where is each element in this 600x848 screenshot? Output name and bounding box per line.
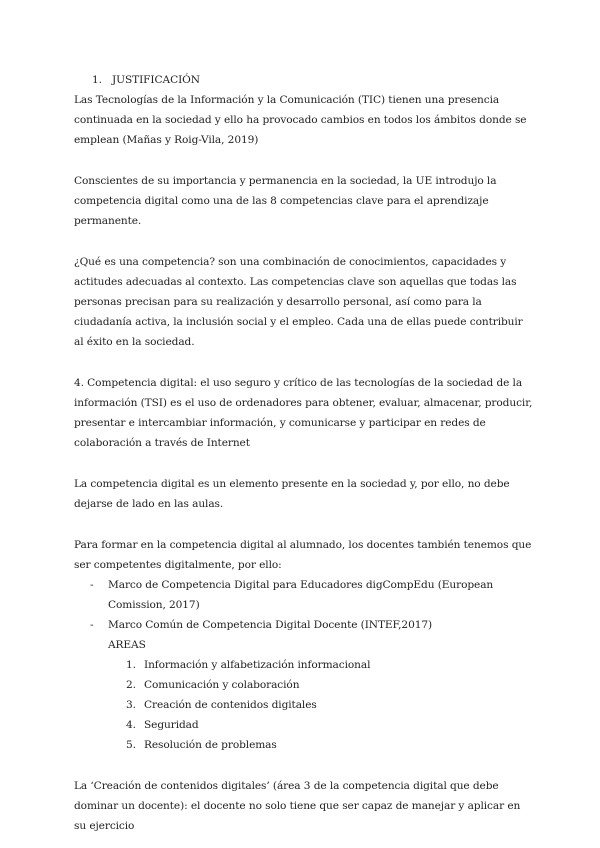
paragraph-creacion: La ‘Creación de contenidos digitales’ (área 3 de la competencia digital que debe dominar un docente): el docente no solo tiene que ser capaz de manejar y aplicar en su ejercicio [74,780,521,832]
heading-number: 1. [92,74,102,86]
framework-digcompedu: Marco de Competencia Digital para Educadores digCompEdu (European Comission, 2017) [108,579,494,611]
area-label: Creación de contenidos digitales [144,699,317,711]
paragraph-formar: Para formar en la competencia digital al alumnado, los docentes también tenemos que ser competentes digitalmente, por ello: [74,539,532,571]
heading-title: JUSTIFICACIÓN [112,74,200,86]
list-item [126,735,534,755]
paragraph-competencia-digital: 4. Competencia digital: el uso seguro y crítico de las tecnologías de la sociedad de la información (TSI) es el uso de ordenadores para obtener, evaluar, almacenar, producir, presentar e intercambiar información, y comunicarse y participar en redes de colaboración a través de Internet [74,377,533,449]
paragraph-ue: Conscientes de su importancia y permanencia en la sociedad, la UE introdujo la competencia digital como una de las 8 competencias clave para el aprendizaje permanente. [74,175,497,227]
list-number: 4. [126,719,136,731]
list-dash: - [90,619,94,631]
document-body [74,70,534,836]
list-item [126,715,534,735]
paragraph-tic: Las Tecnologías de la Información y la Comunicación (TIC) tienen una presencia continuada en la sociedad y ello ha provocado cambios en todos los ámbitos donde se emplean (Mañas y Roig-Vila, 2019) [74,94,527,146]
area-label: Información y alfabetización informacional [144,659,371,671]
list-number: 2. [126,679,136,691]
list-item [126,695,534,715]
paragraph-aulas: La competencia digital es un elemento presente en la sociedad y, por ello, no debe dejarse de lado en las aulas. [74,478,510,510]
area-label: Resolución de problemas [144,739,277,751]
list-dash: - [90,579,94,591]
area-label: Comunicación y colaboración [144,679,300,691]
list-number: 5. [126,739,136,751]
section-heading [74,70,534,90]
list-number: 1. [126,659,136,671]
paragraph-competencia: ¿Qué es una competencia? son una combinación de conocimientos, capacidades y actitudes adecuadas al contexto. Las competencias clave son aquellas que todas las personas precisan para su realización y desarrollo personal, así como para la ciudadanía activa, la inclusión social y el empleo. Cada una de ellas puede contribuir al éxito en la sociedad. [74,256,523,348]
framework-intef: Marco Común de Competencia Digital Docente (INTEF,2017) [108,619,433,631]
areas-label: AREAS [108,639,146,651]
list-number: 3. [126,699,136,711]
list-item [126,675,534,695]
list-item [90,575,534,615]
list-item [90,615,534,635]
list-item [126,655,534,675]
area-label: Seguridad [144,719,199,731]
